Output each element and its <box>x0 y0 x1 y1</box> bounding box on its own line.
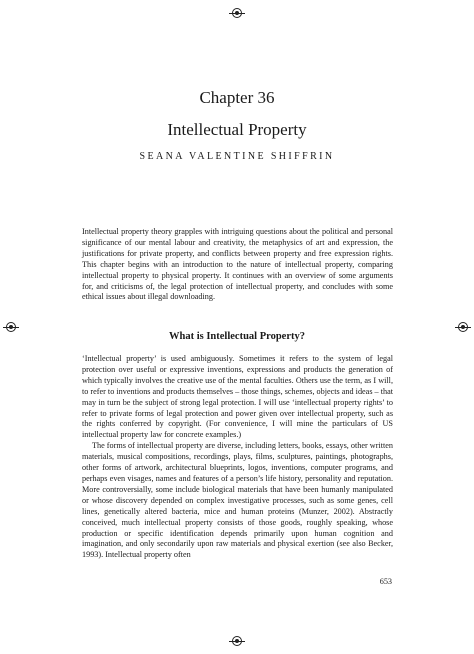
chapter-title: Intellectual Property <box>167 120 307 139</box>
chapter-abstract: Intellectual property theory grapples with intriguing questions about the political and personal significance of our mental labour and creativity, the metaphysics of art and expression, the justifications for private property, and conflicts between property and free expression rights. This chapter begins with an introduction to the nature of intellectual property, comparing intellectual property to physical property. It continues with an overview of some arguments for, and criticisms of, the legal protection of intellectual property, and concludes with some ethical issues about illegal downloading. <box>82 227 393 302</box>
body-paragraph-2: The forms of intellectual property are diverse, including letters, books, essays, other written materials, musical compositions, recordings, plays, films, sculptures, paintings, photographs, other forms of artwork, architectural blueprints, logos, inventions, computer programs, and perhaps even visages, names and features of a person’s life history, personality and reputation. More controversially, some include biological materials that have been humanly manipulated or whose discovery depended on complex investigative processes, such as some genes, cell lines, genetically altered bacteria, mice and human proteins (Munzer, 2002). Abstractly conceived, much intellectual property consists of those goods, roughly speaking, whose production or specific identification depends primarily upon human cognition and imagination, and only secondarily upon raw materials and physical exertion (see also Becker, 1993). Intellectual property often <box>82 441 393 560</box>
chapter-number: Chapter 36 <box>199 88 275 107</box>
registration-mark-top-icon <box>232 8 242 18</box>
body-paragraph-1: ‘Intellectual property’ is used ambiguously. Sometimes it refers to the system of legal protection over useful or expressive inventions, expressions and products the generation of which typically involves the creative use of the mental faculties. Others use the term, as I will, to refer to inventions and products themselves – those things, schemes, objects and ideas – that may in turn be the subject of strong legal protection. I will use ‘intellectual property rights’ to refer to private forms of legal protection and power given over intellectual property, such as the rights conferred by copyright. (For convenience, I will mine the particulars of US intellectual property law for concrete examples.) <box>82 354 393 440</box>
registration-mark-bottom-icon <box>232 636 242 646</box>
section-heading: What is Intellectual Property? <box>169 331 305 342</box>
section-body <box>82 354 393 561</box>
chapter-author: SEANA VALENTINE SHIFFRIN <box>139 151 335 162</box>
page-number: 653 <box>379 577 392 586</box>
